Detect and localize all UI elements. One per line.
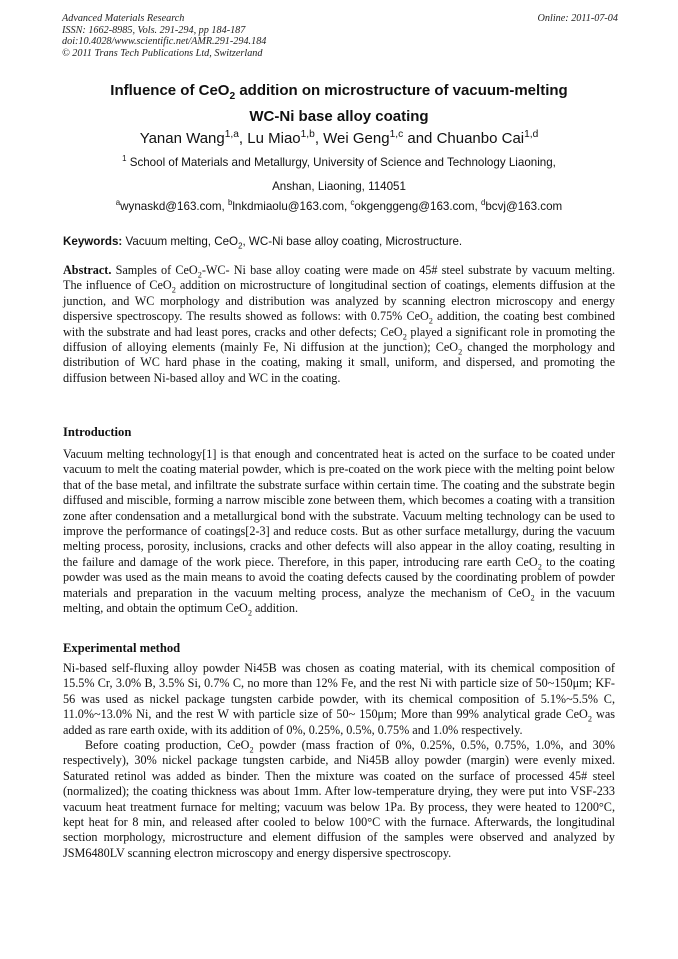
- author-emails: $^a$wynaskd@163.com, $^b$lnkdmiaolu@163.com, $^c$okgenggeng@163.com, $^d$bcvj@163.com: [115, 198, 563, 213]
- paper-title-line-2: WC-Ni base alloy coating: [249, 108, 429, 125]
- author: Lu Miao$^{1,b}$,: [247, 129, 324, 147]
- issn-line: ISSN: 1662-8985, Vols. 291-294, pp 184-187: [62, 24, 246, 36]
- author: Yanan Wang$^{1,a}$,: [139, 129, 248, 147]
- online-date: Online: 2011-07-04: [537, 13, 618, 24]
- keywords-label: Keywords:: [63, 235, 123, 248]
- experimental-paragraph-1: Ni-based self-fluxing alloy powder Ni45B was chosen as coating material, with its chemical composition of 15.5% Cr, 3.0% B, 3.5% Si, 0.7% C, no more than 12% Fe, and the rest Ni with particle size of 50~150μm; KF-56 was used as nickel package tungsten carbide powder, with its chemical composition of 5.1%~5.5% C, 11.0%~13.0% Ni, and the rest W with particle size of 50~ 150μm; More than 99% analytical grade CeO$_2$ was added as rare earth oxide, with its addition of 0%, 0.25%, 0.5%, 0.75% and 1.0% respectively.: [63, 661, 615, 737]
- copyright-line: © 2011 Trans Tech Publications Ltd, Switzerland: [62, 47, 263, 59]
- author: Chuanbo Cai$^{1,d}$: [436, 129, 539, 147]
- abstract-label: Abstract.: [63, 263, 112, 277]
- paper-title-line-1: Influence of CeO$_2$ addition on microstructure of vacuum-melting: [110, 82, 568, 102]
- affiliation-line-1: $^1$ School of Materials and Metallurgy, University of Science and Technology Liaoning,: [122, 154, 556, 169]
- author-list: [30, 130, 648, 147]
- email-link[interactable]: $^d$bcvj@163.com: [480, 198, 563, 213]
- journal-header: [62, 13, 618, 59]
- introduction-paragraph: Vacuum melting technology[1] is that enough and concentrated heat is acted on the surface to be coated under vacuum to melt the coating material powder, which is pre-coated on the work piece with the melting point below that of the base metal, and infiltrate the substrate surface within certain time. The coating and the substrate begin diffused and miscible, forming a narrow miscible zone between them, which becomes a coating with a transition zone after condensation and a metallurgical bond with the substrate. Vacuum melting technology can be used to improve the performance of coatings[2-3] and reduce costs. But as other surface metallurgy, during the vacuum melting process, porosity, inclusions, cracks and other defects will also appear in the alloy coating, resulting in the failure and damage of the work piece. Therefore, in this paper, introducing rare earth CeO$_2$ to the coating powder was used as the main means to avoid the coating defects caused by the coordinating problem of powder materials and preparation in the vacuum melting process, analyze the mechanism of CeO$_2$ in the vacuum melting, and obtain the optimum CeO$_2$ addition.: [63, 447, 615, 618]
- email-link[interactable]: $^b$lnkdmiaolu@163.com: [227, 198, 345, 213]
- author: Wei Geng$^{1,c}$ and: [323, 129, 437, 147]
- email-link[interactable]: $^c$okgenggeng@163.com: [350, 198, 475, 213]
- journal-name: Advanced Materials Research: [62, 13, 185, 24]
- introduction-heading: Introduction: [63, 425, 132, 439]
- abstract-paragraph: Abstract. Samples of CeO$_2$-WC- Ni base alloy coating were made on 45# steel substrate by vacuum melting. The influence of CeO$_2$ addition on microstructure of longitudinal section of coatings, elements diffusion at the junction, and WC morphology and distribution was analyzed by scanning electron microscopy and energy dispersive spectroscopy. The results showed as follows: with 0.75% CeO$_2$ addition, the coating best combined with the substrate and had least pores, cracks and other defects; CeO$_2$ played a significant role in promoting the diffusion of alloying elements (mainly Fe, Ni diffusion at the junction); CeO$_2$ changed the morphology and distribution of WC hard phase in the coating, making it small, uniform, and dispersed, and promoting the diffusion between Ni-based alloy and WC in the coating.: [63, 263, 616, 385]
- affiliation-line-2: Anshan, Liaoning, 114051: [272, 180, 406, 193]
- email-link[interactable]: $^a$wynaskd@163.com: [115, 198, 222, 213]
- experimental-heading: Experimental method: [63, 641, 181, 655]
- doi-line: doi:10.4028/www.scientific.net/AMR.291-294.184: [62, 36, 267, 47]
- keywords-line: Keywords: Vacuum melting, CeO$_2$, WC-Ni base alloy coating, Microstructure.: [63, 235, 463, 251]
- experimental-paragraph-2: Before coating production, CeO$_2$ powder (mass fraction of 0%, 0.25%, 0.5%, 0.75%, 1.0%, and 30% respectively), 30% nickel package tungsten carbide, and Ni45B alloy powder (margin) were evenly mixed. Saturated retinol was added as binder. Then the mixture was coated on the surface of processed 45# steel (normalized); the coating thickness was about 1mm. After low-temperature drying, they were put into VSF-233 vacuum heat treatment furnace for melting; vacuum was below 1Pa. By process, they were heated to 1200°C, kept heat for 8 min, and released after cooled to below 100°C with the furnace. Afterwards, the longitudinal section morphology, microstructure and element diffusion of the samples were observed and analyzed by JSM6480LV scanning electron microscopy and energy dispersive spectroscopy.: [63, 738, 615, 860]
